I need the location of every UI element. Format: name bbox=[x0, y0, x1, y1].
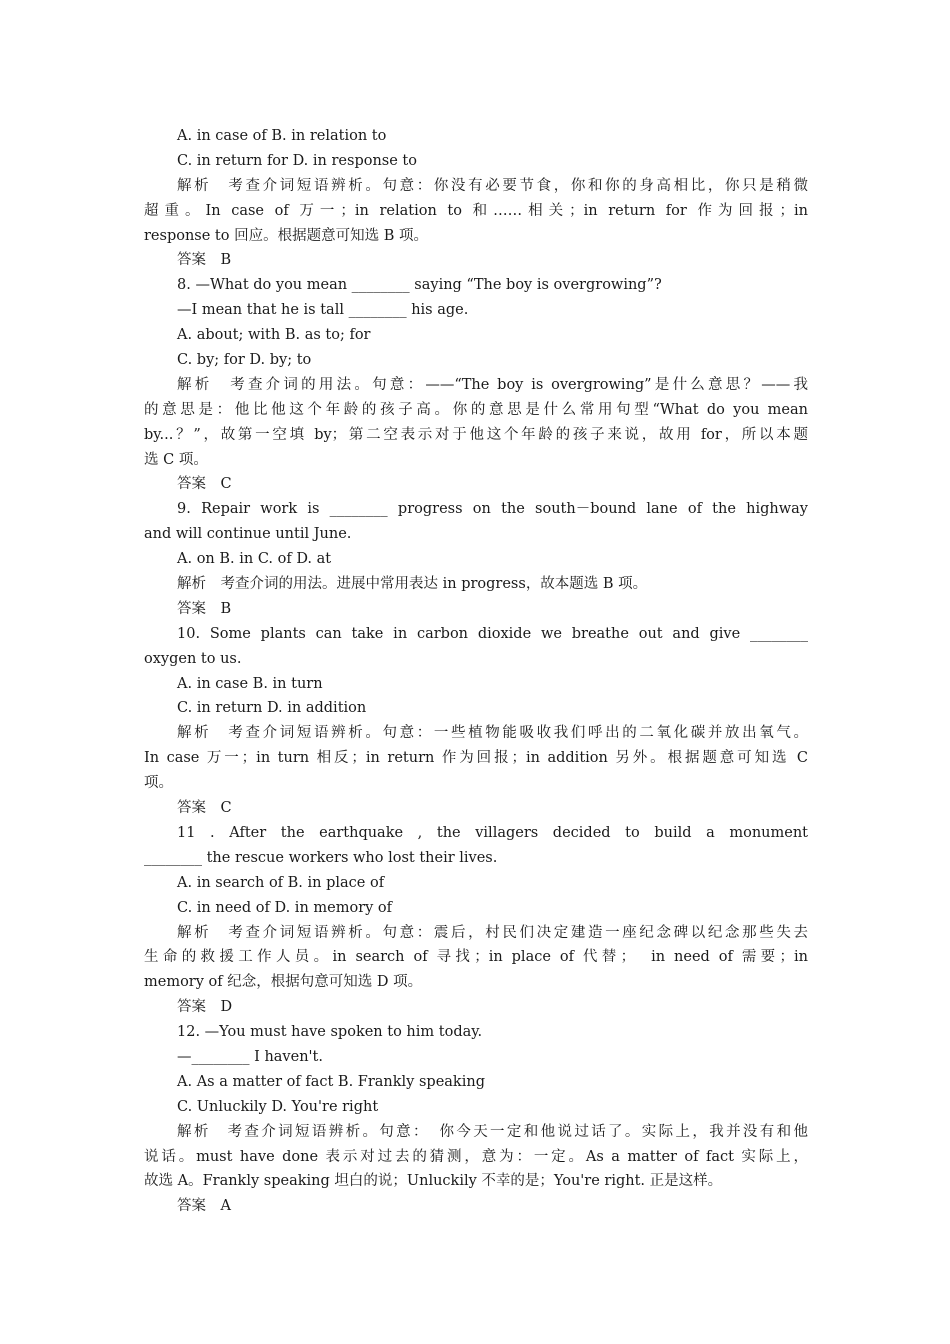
text-line: oxygen to us. bbox=[144, 650, 242, 667]
text-line: C. by; for D. by; to bbox=[177, 352, 312, 369]
text-line: In case 万一；in turn 相反；in return 作为回报；in addition 另外。根据题意可知选 C bbox=[144, 750, 808, 767]
text-line: response to 回应。根据题意可知选 B 项。 bbox=[144, 227, 428, 244]
text-line: C. in return D. in addition bbox=[177, 700, 367, 717]
text-line: 答案 D bbox=[177, 999, 233, 1016]
text-line: 解析 考查介词的用法。进展中常用表达 in progress，故本题选 B 项。 bbox=[177, 576, 648, 593]
text-line: ________ the rescue workers who lost their lives. bbox=[144, 849, 498, 866]
text-line: 9. Repair work is ________ progress on the south－bound lane of the highway bbox=[177, 501, 808, 518]
text-line: 答案 B bbox=[177, 600, 232, 617]
text-line: by...？”，故第一空填 by；第二空表示对于他这个年龄的孩子来说，故用 for，所以本题 bbox=[144, 426, 808, 443]
text-line: C. in return for D. in response to bbox=[177, 152, 417, 169]
document-body bbox=[144, 124, 808, 1219]
text-line: —________ I haven't. bbox=[177, 1048, 323, 1065]
text-line: 的意思是：他比他这个年龄的孩子高。你的意思是什么常用句型“What do you mean bbox=[144, 401, 808, 418]
text-line: A. As a matter of fact B. Frankly speaking bbox=[177, 1073, 485, 1090]
text-line: 超重。In case of 万一；in relation to 和……相关；in return for 作为回报；in bbox=[144, 202, 808, 219]
text-line: 解析 考查介词短语辨析。句意：你没有必要节食，你和你的身高相比，你只是稍微 bbox=[177, 177, 808, 194]
text-line: 项。 bbox=[144, 775, 173, 792]
text-line: A. about; with B. as to; for bbox=[177, 327, 371, 344]
text-line: 12. —You must have spoken to him today. bbox=[177, 1024, 483, 1041]
text-line: 8. —What do you mean ________ saying “The boy is overgrowing”? bbox=[177, 277, 662, 294]
text-line: 生命的救援工作人员。in search of 寻找；in place of 代替； in need of 需要；in bbox=[144, 949, 808, 966]
text-line: A. in case of B. in relation to bbox=[177, 128, 387, 144]
text-line: 11 . After the earthquake , the villagers decided to build a monument bbox=[177, 824, 808, 841]
text-line: A. in case B. in turn bbox=[177, 675, 323, 692]
text-line: 故选 A。Frankly speaking 坦白的说；Unluckily 不幸的是；You're right. 正是这样。 bbox=[144, 1173, 723, 1190]
text-line: 答案 C bbox=[177, 800, 232, 817]
text-line: 10. Some plants can take in carbon dioxide we breathe out and give ________ bbox=[177, 625, 808, 642]
text-line: C. in need of D. in memory of bbox=[177, 899, 393, 916]
text-line: 解析 考查介词短语辨析。句意：震后，村民们决定建造一座纪念碑以纪念那些失去 bbox=[177, 924, 808, 941]
text-line: memory of 纪念，根据句意可知选 D 项。 bbox=[144, 974, 423, 991]
text-line: 解析 考查介词短语辨析。句意：一些植物能吸收我们呼出的二氧化碳并放出氧气。 bbox=[177, 725, 808, 742]
text-line: A. in search of B. in place of bbox=[177, 874, 385, 891]
text-line: 解析 考查介词的用法。句意：——“The boy is overgrowing”是什么意思？——我 bbox=[177, 376, 808, 393]
text-line: 解析 考查介词短语辨析。句意： 你今天一定和他说过话了。实际上，我并没有和他 bbox=[177, 1123, 808, 1140]
text-line: 说话。must have done 表示对过去的猜测，意为：一定。As a matter of fact 实际上， bbox=[144, 1148, 808, 1165]
text-line: 答案 C bbox=[177, 476, 232, 493]
text-line: A. on B. in C. of D. at bbox=[177, 551, 332, 568]
text-line: 答案 B bbox=[177, 252, 232, 269]
text-line: 答案 A bbox=[177, 1198, 231, 1215]
text-line: C. Unluckily D. You're right bbox=[177, 1098, 379, 1115]
text-line: 选 C 项。 bbox=[144, 451, 208, 468]
text-line: and will continue until June. bbox=[144, 526, 352, 543]
text-line: —I mean that he is tall ________ his age. bbox=[177, 302, 469, 319]
